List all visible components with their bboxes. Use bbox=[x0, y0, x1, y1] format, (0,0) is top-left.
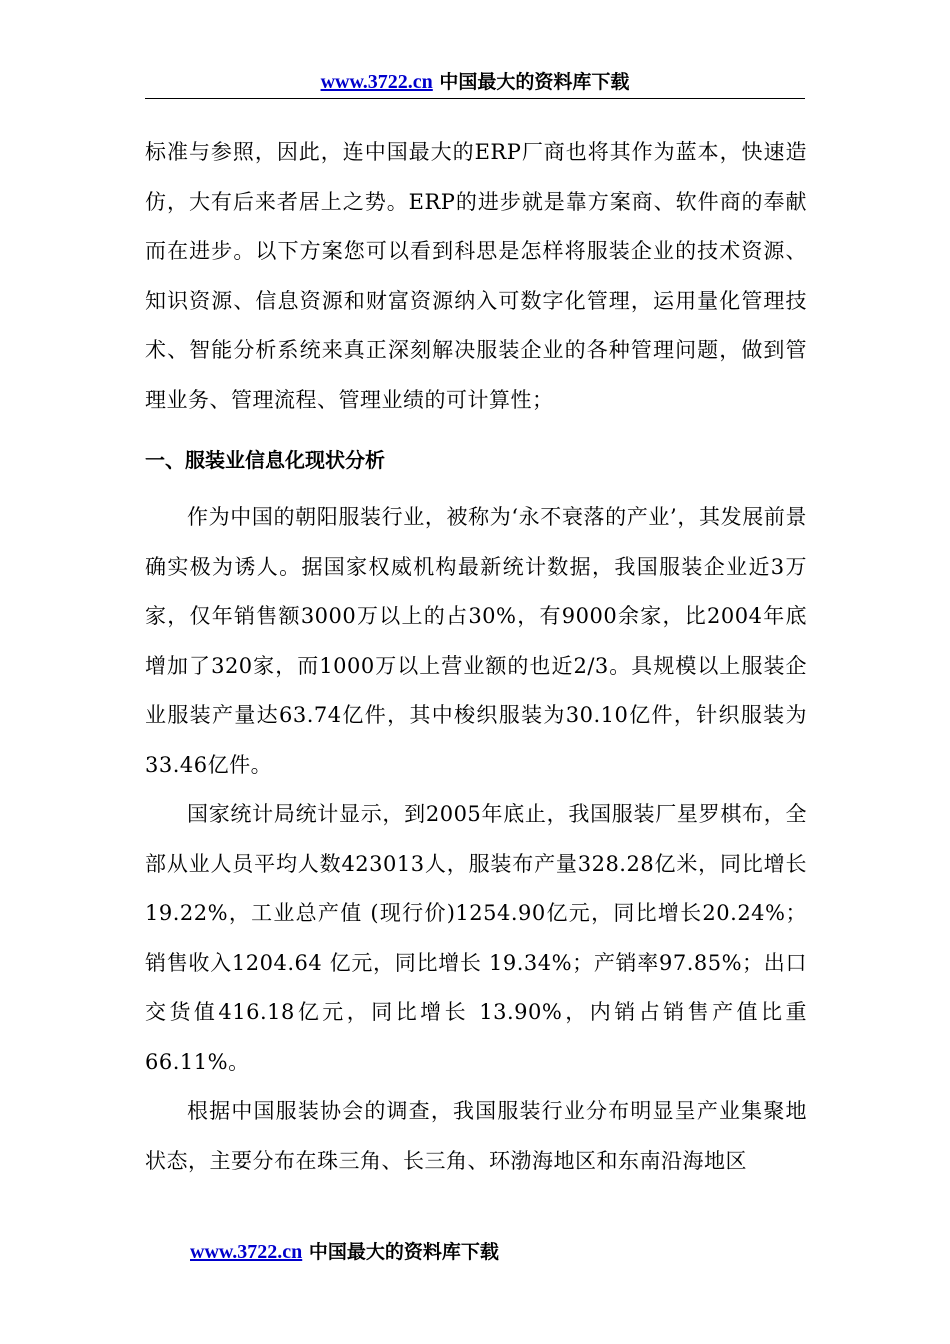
paragraph-industry-overview: 作为中国的朝阳服装行业，被称为‘永不衰落的产业’，其发展前景确实极为诱人。据国家权威机构最新统计数据，我国服装企业近3万家，仅年销售额3000万以上的占30%，有9000余家，比2004年底增加了320家，而1000万以上营业额的也近2/3。具规模以上服装企业服装产量达63.74亿件，其中梭织服装为30.10亿件，针织服装为33.46亿件。 bbox=[145, 505, 807, 777]
paragraph-intro: 标准与参照，因此，连中国最大的ERP厂商也将其作为蓝本，快速造仿，大有后来者居上之势。ERP的进步就是靠方案商、软件商的奉献而在进步。以下方案您可以看到科思是怎样将服装企业的技术资源、知识资源、信息资源和财富资源纳入可数字化管理，运用量化管理技术、智能分析系统来真正深刻解决服装企业的各种管理问题，做到管理业务、管理流程、管理业绩的可计算性； bbox=[145, 140, 807, 412]
paragraph-statistics: 国家统计局统计显示，到2005年底止，我国服装厂星罗棋布，全部从业人员平均人数423013人，服装布产量328.28亿米，同比增长19.22%，工业总产值 (现行价)1254.90亿元，同比增长20.24%；销售收入1204.64 亿元，同比增长 19.34%；产销率97.85%；出口交货值416.18亿元，同比增长 13.90%，内销占销售产值比重66.11%。 bbox=[145, 802, 807, 1074]
section-heading: 一、服装业信息化现状分析 bbox=[145, 448, 385, 472]
footer-link[interactable]: www.3722.cn bbox=[190, 1241, 303, 1263]
header-text: 中国最大的资料库下载 bbox=[432, 71, 630, 93]
footer-text: 中国最大的资料库下载 bbox=[302, 1241, 499, 1263]
header-link[interactable]: www.3722.cn bbox=[320, 71, 433, 93]
page-footer bbox=[190, 1236, 499, 1268]
paragraph-distribution: 根据中国服装协会的调查，我国服装行业分布明显呈产业集聚地状态，主要分布在珠三角、长三角、环渤海地区和东南沿海地区 bbox=[145, 1099, 807, 1173]
page-header bbox=[145, 66, 805, 99]
document-body bbox=[145, 128, 807, 1186]
